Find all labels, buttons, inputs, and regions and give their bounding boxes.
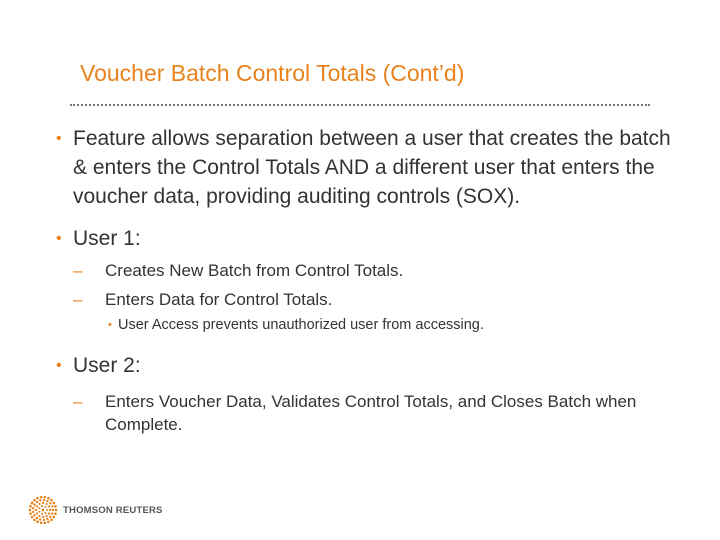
- bullet-user-1: [56, 224, 676, 253]
- bullet-text: User 2:: [73, 354, 141, 377]
- bullet-marker: •: [56, 130, 62, 147]
- sub-bullet-text: Enters Data for Control Totals.: [105, 290, 333, 309]
- bullet-text: User 1:: [73, 227, 141, 250]
- slide-body: [56, 124, 676, 436]
- slide-title: Voucher Batch Control Totals (Cont’d): [80, 60, 465, 86]
- dash-marker: –: [73, 392, 83, 411]
- bullet-marker: •: [108, 319, 112, 331]
- sub-bullet-enters-voucher-data: [56, 390, 676, 436]
- bullet-feature: [56, 124, 676, 211]
- sub-bullet-text: Enters Voucher Data, Validates Control Totals, and Closes Batch when Complete.: [105, 392, 637, 434]
- bullet-marker: •: [56, 230, 62, 247]
- thomson-reuters-logo: [28, 495, 163, 525]
- sub-bullet-text: Creates New Batch from Control Totals.: [105, 261, 404, 280]
- sub-bullet-enters-data: [56, 288, 676, 311]
- sub-bullet-creates-batch: [56, 259, 676, 282]
- bullet-marker: •: [56, 357, 62, 374]
- dash-marker: –: [73, 261, 83, 280]
- sub-sub-bullet-text: User Access prevents unauthorized user from accessing.: [118, 317, 484, 333]
- bullet-text: Feature allows separation between a user that creates the batch & enters the Control Totals AND a different user that enters the voucher data, providing auditing controls (SOX).: [73, 127, 671, 208]
- dash-marker: –: [73, 290, 83, 309]
- logo-text: THOMSON REUTERS: [63, 504, 163, 516]
- thomson-reuters-dot-logo-icon: [28, 495, 58, 525]
- sub-sub-bullet-user-access: [56, 315, 676, 335]
- bullet-user-2: [56, 351, 676, 380]
- title-divider: [70, 104, 650, 106]
